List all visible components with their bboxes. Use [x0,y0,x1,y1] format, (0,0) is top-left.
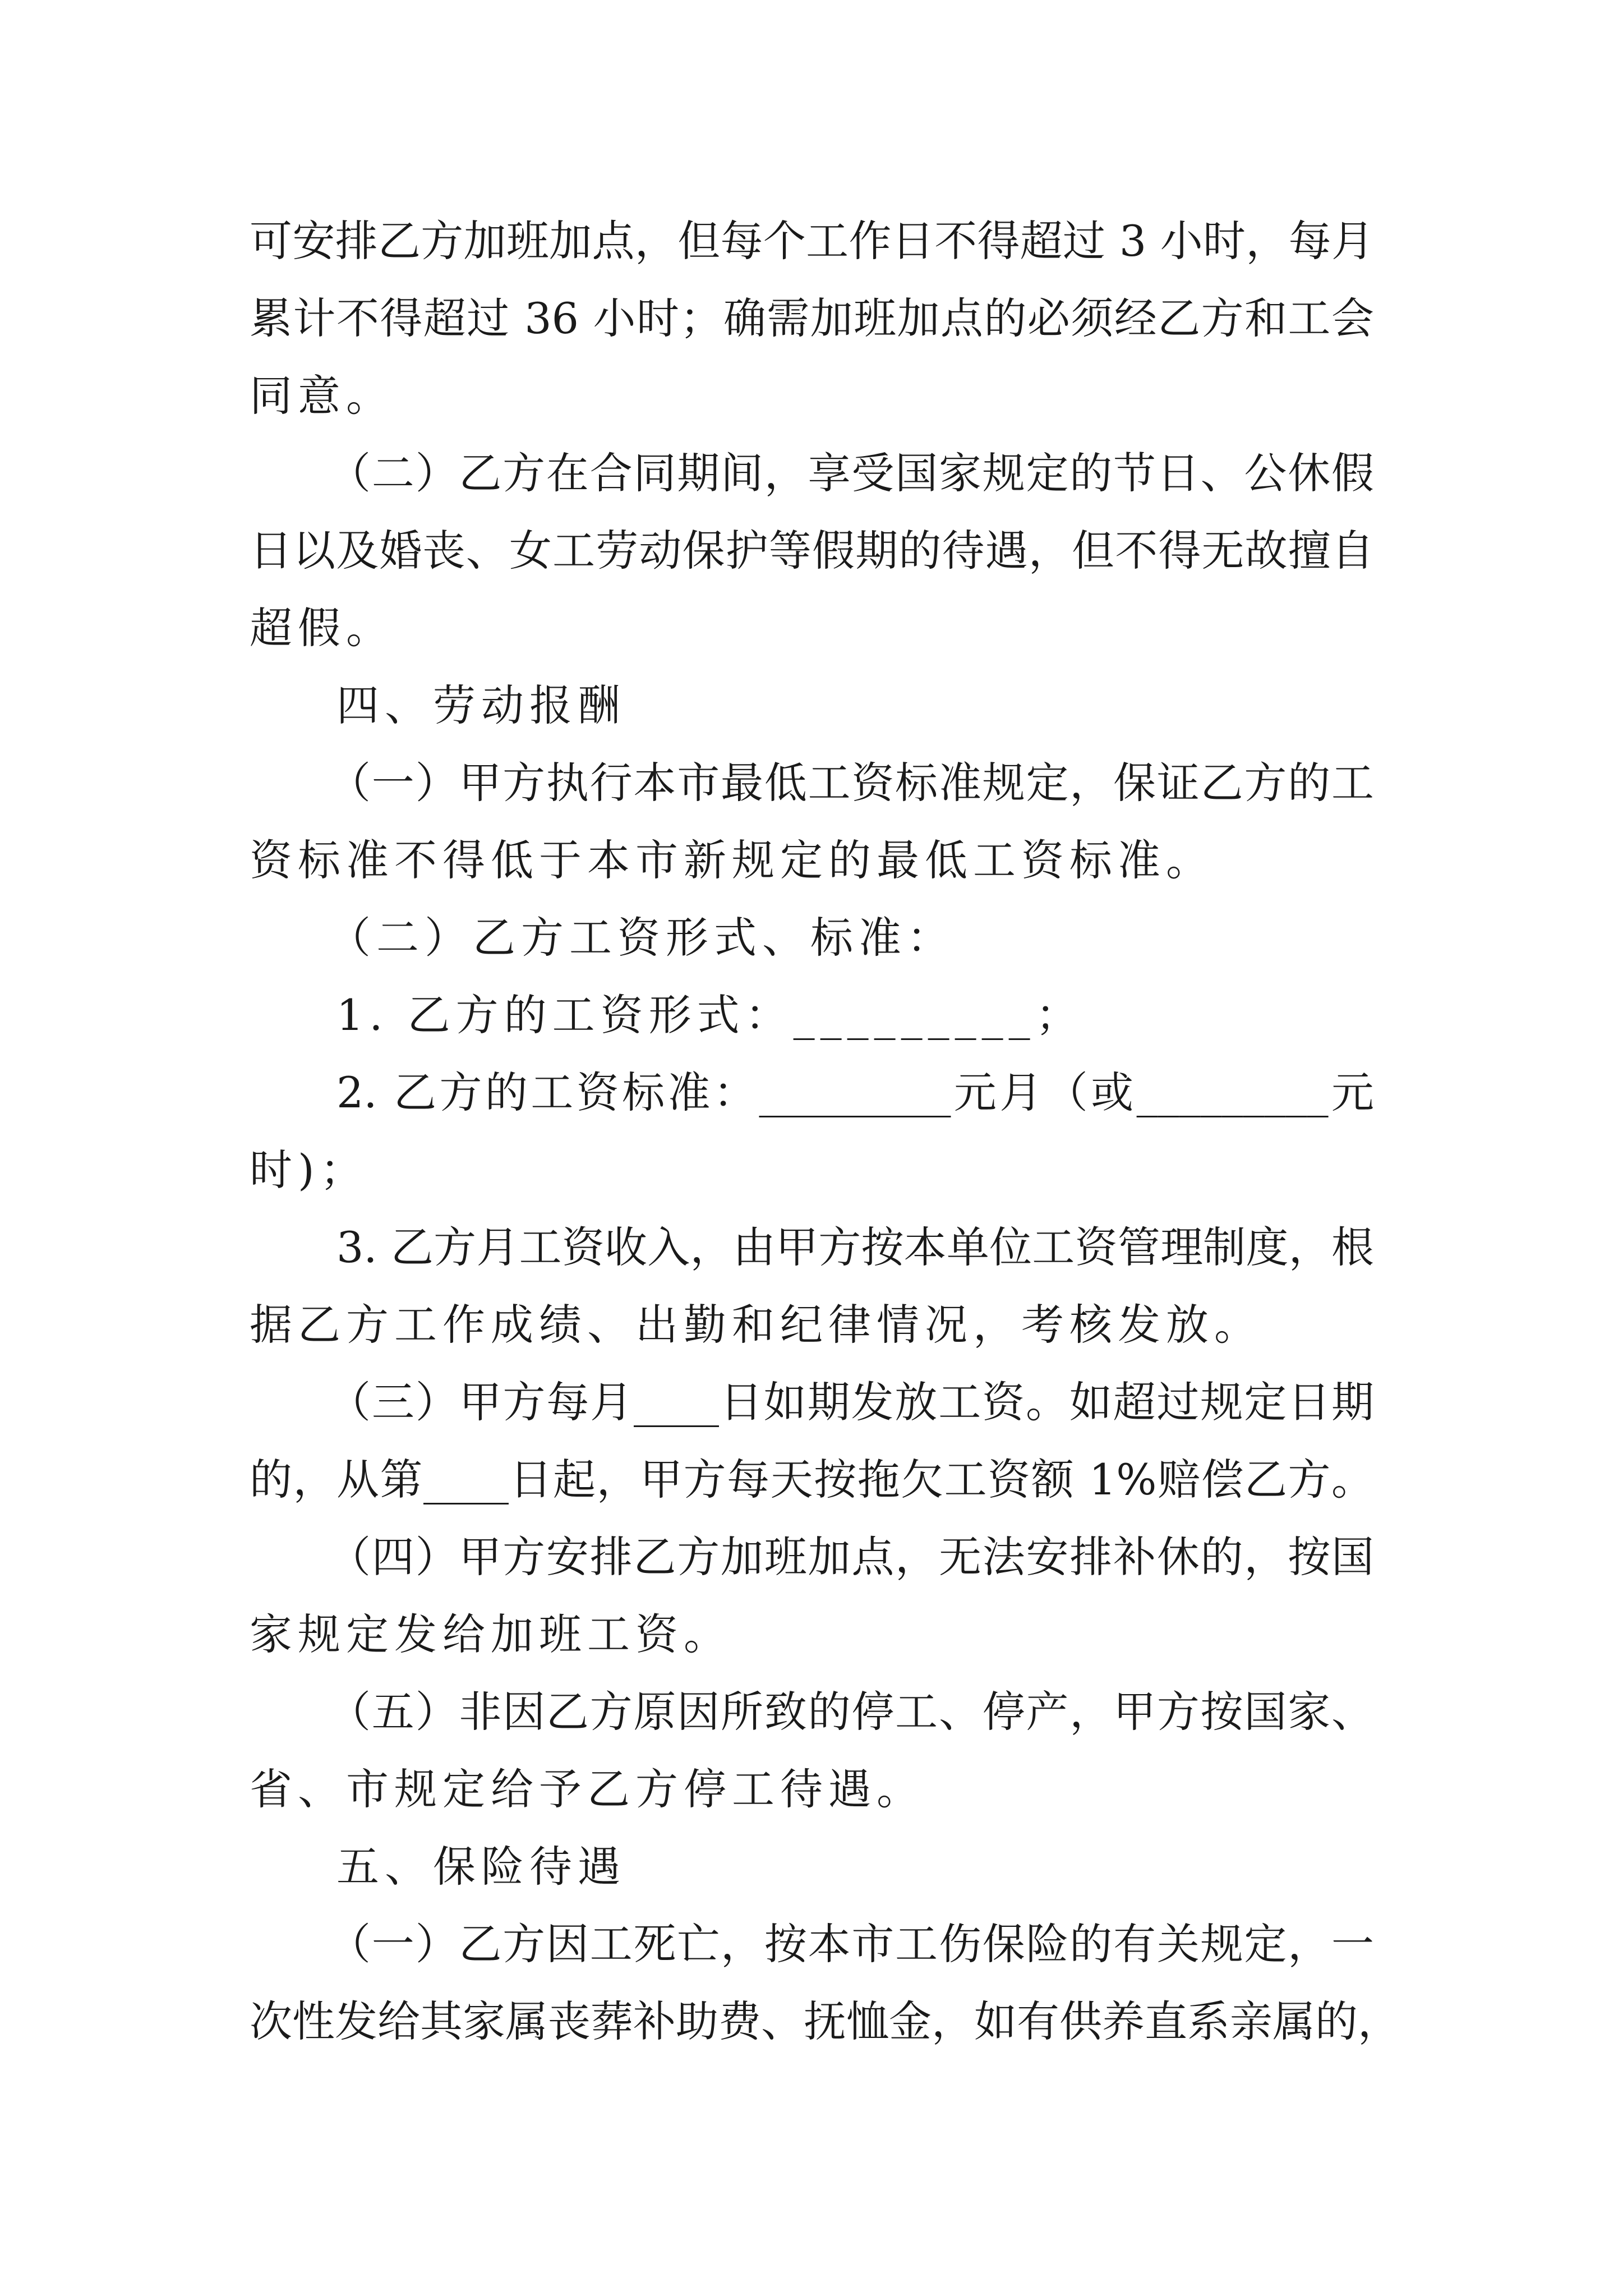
text-line: 3. 乙方月工资收入，由甲方按本单位工资管理制度，根 [336,1222,1374,1272]
text-line: 据乙方工作成绩、出勤和纪律情况，考核发放。 [250,1300,1262,1350]
text-line: 的，从第____日起，甲方每天按拖欠工资额 1%赔偿乙方。 [250,1455,1374,1504]
text-line: 次性发给其家属丧葬补助费、抚恤金，如有供养直系亲属的， [250,1996,1400,2046]
text-line: （二）乙方在合同期间，享受国家规定的节日、公休假 [328,448,1374,498]
text-line: 时)； [250,1145,368,1195]
text-line: 家规定发给加班工资。 [250,1609,732,1659]
text-line: 同意。 [250,371,394,421]
section-heading: 五、保险待遇 [336,1842,626,1892]
text-line: （一）乙方因工死亡，按本市工伤保险的有关规定，一 [328,1919,1374,1969]
text-line: 可安排乙方加班加点，但每个工作日不得超过 3 小时，每月 [250,216,1374,266]
text-line: 2. 乙方的工资标准：_________元月（或_________元 [336,1068,1374,1117]
text-line: （一）甲方执行本市最低工资标准规定，保证乙方的工 [328,758,1374,808]
text-line: 1. 乙方的工资形式：_________； [336,990,1084,1040]
text-line: （五）非因乙方原因所致的停工、停产，甲方按国家、 [328,1687,1374,1737]
text-line: 资标准不得低于本市新规定的最低工资标准。 [250,835,1214,885]
text-line: 超假。 [250,603,394,653]
text-line: （二）乙方工资形式、标准： [328,913,955,963]
text-line: 省、市规定给予乙方停工待遇。 [250,1764,925,1814]
section-heading: 四、劳动报酬 [336,680,626,730]
text-line: （三）甲方每月____日如期发放工资。如超过规定日期 [328,1377,1374,1427]
text-line: （四）甲方安排乙方加班加点，无法安排补休的，按国 [328,1532,1374,1582]
text-line: 日以及婚丧、女工劳动保护等假期的待遇，但不得无故擅自 [250,526,1374,576]
text-line: 累计不得超过 36 小时；确需加班加点的必须经乙方和工会 [250,293,1374,343]
